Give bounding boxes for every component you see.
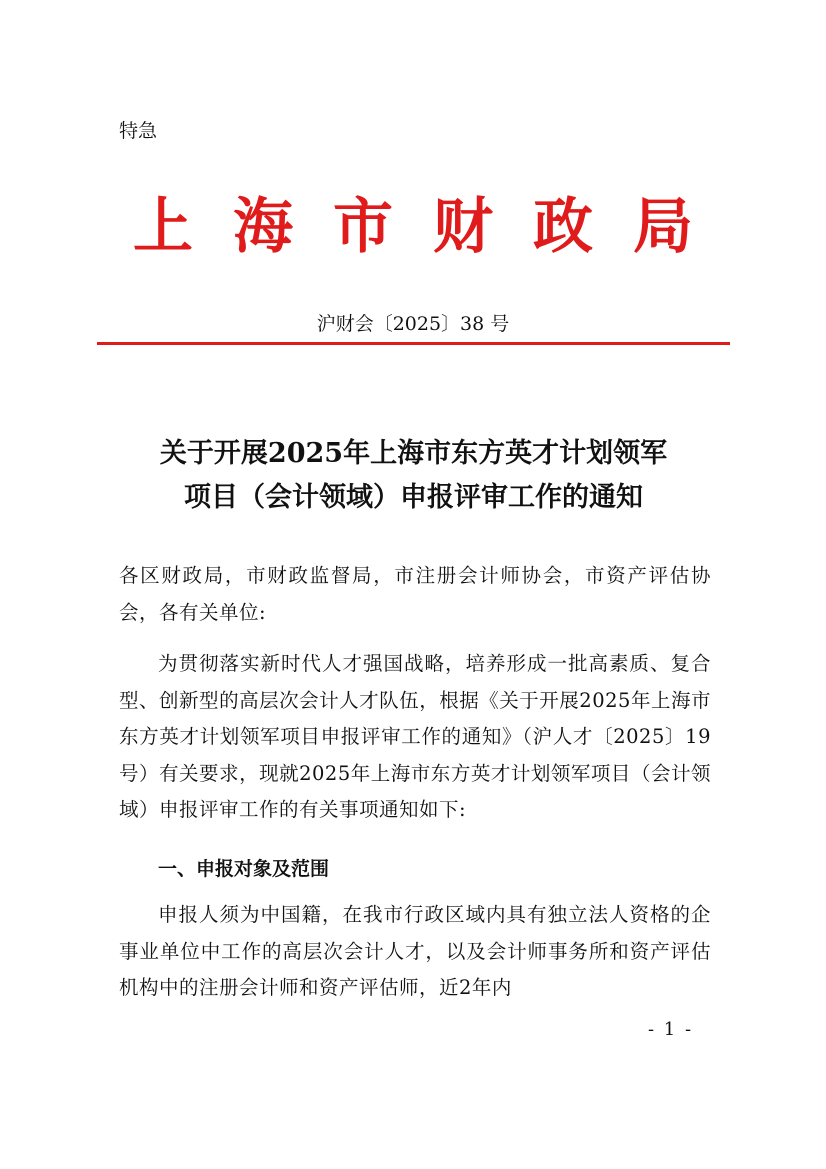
page-number: - 1 - <box>648 1019 694 1040</box>
title-line-2: 项目（会计领域）申报评审工作的通知 <box>184 482 643 513</box>
paragraph-eligibility: 申报人须为中国籍，在我市行政区域内具有独立法人资格的企事业单位中工作的高层次会计人才，以及会计师事务所和资产评估机构中的注册会计师和资产评估师，近2年内 <box>119 903 711 1000</box>
title-line-1: 关于开展2025年上海市东方英才计划领军 <box>159 438 668 469</box>
section-heading-1: 一、申报对象及范围 <box>158 858 330 880</box>
issuing-authority-header: 上海市财政局 <box>133 192 733 262</box>
red-divider-line <box>97 342 730 345</box>
priority-label: 特急 <box>119 120 158 142</box>
addressee: 各区财政局，市财政监督局，市注册会计师协会，市资产评估协会，各有关单位: <box>119 564 711 624</box>
document-title <box>97 432 730 520</box>
document-number: 沪财会〔2025〕38 号 <box>316 313 510 335</box>
paragraph-intro: 为贯彻落实新时代人才强国战略，培养形成一批高素质、复合型、创新型的高层次会计人才队伍，根据《关于开展2025年上海市东方英才计划领军项目申报评审工作的通知》（沪人才〔2025〕19号）有关要求，现就2025年上海市东方英才计划领军项目（会计领域）申报评审工作的有关事项通知如下: <box>119 652 711 822</box>
